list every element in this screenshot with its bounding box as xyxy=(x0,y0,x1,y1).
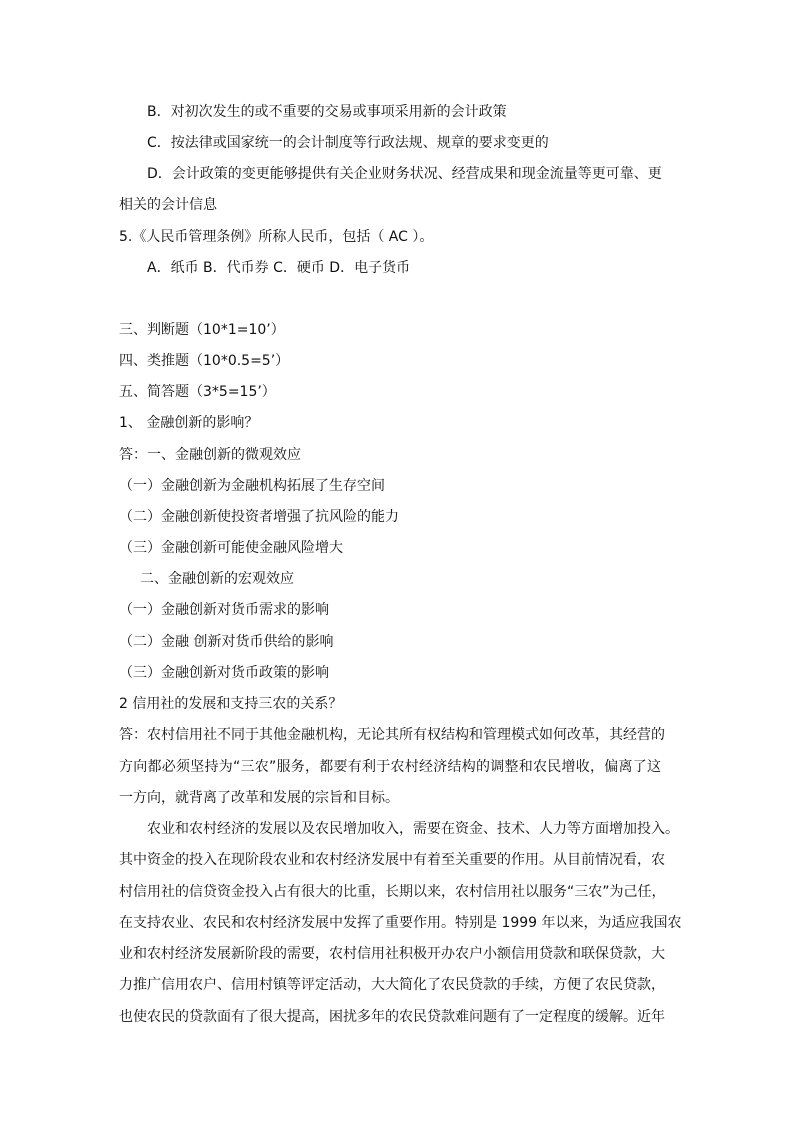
answer-2-paragraph-line: 业和农村经济发展新阶段的需要，农村信用社积极开办农户小额信用贷款和联保贷款，大 xyxy=(119,946,665,962)
answer-1-item: （三）金融创新对货币政策的影响 xyxy=(119,665,329,681)
answer-1-item: （三）金融创新可能使金融风险增大 xyxy=(119,540,343,556)
answer-2-paragraph-line: 其中资金的投入在现阶段农业和农村经济发展中有着至关重要的作用。从目前情况看，农 xyxy=(119,852,665,868)
answer-2-paragraph-line: 答：农村信用社不同于其他金融机构，无论其所有权结构和管理模式如何改革，其经营的 xyxy=(119,727,665,743)
question-5: 5.《人民币管理条例》所称人民币，包括（ AC ）。 xyxy=(119,229,434,245)
answer-2-paragraph-line: 一方向，就背离了改革和发展的宗旨和目标。 xyxy=(119,790,399,806)
answer-1-item: （二）金融创新使投资者增强了抗风险的能力 xyxy=(119,509,399,525)
answer-2-paragraph-line: 也使农民的贷款面有了很大提高，困扰多年的农民贷款难问题有了一定程度的缓解。近年 xyxy=(119,1009,665,1025)
section-judgment-heading: 三、判断题（10*1=10’） xyxy=(119,322,285,338)
option-b-line: B．对初次发生的或不重要的交易或事项采用新的会计政策 xyxy=(147,104,507,120)
short-question-1: 1、 金融创新的影响？ xyxy=(119,415,259,431)
section-analogy-heading: 四、类推题（10*0.5=5’） xyxy=(119,353,290,369)
answer-2-paragraph-line: 力推广信用农户、信用村镇等评定活动，大大简化了农民贷款的手续，方便了农民贷款， xyxy=(119,977,665,993)
answer-1-item: （一）金融创新对货币需求的影响 xyxy=(119,602,329,618)
answer-1-heading: 答：一、金融创新的微观效应 xyxy=(119,447,301,463)
answer-1-item: （一）金融创新为金融机构拓展了生存空间 xyxy=(119,478,385,494)
answer-2-paragraph-line: 方向都必须坚持为“三农”服务，都要有利于农村经济结构的调整和农民增收，偏离了这 xyxy=(119,759,661,775)
answer-2-paragraph-line: 在支持农业、农民和农村经济发展中发挥了重要作用。特别是 1999 年以来，为适应我国农 xyxy=(119,915,682,931)
short-question-2: 2 信用社的发展和支持三农的关系？ xyxy=(119,696,343,712)
answer-1-subheading: 二、金融创新的宏观效应 xyxy=(140,571,294,587)
answer-2-paragraph-line: 村信用社的信贷资金投入占有很大的比重，长期以来，农村信用社以服务“三农”为己任， xyxy=(119,884,666,900)
section-short-answer-heading: 五、简答题（3*5=15’） xyxy=(119,384,276,400)
answer-1-item: （二）金融 创新对货币供给的影响 xyxy=(119,634,334,650)
question-5-options: A．纸币 B．代币券 C．硬币 D．电子货币 xyxy=(147,260,411,276)
answer-2-paragraph-line: 农业和农村经济的发展以及农民增加收入，需要在资金、技术、人力等方面增加投入。 xyxy=(147,821,679,837)
option-d-line: D．会计政策的变更能够提供有关企业财务状况、经营成果和现金流量等更可靠、更 xyxy=(147,166,662,182)
option-d-continuation: 相关的会计信息 xyxy=(119,197,217,213)
option-c-line: C．按法律或国家统一的会计制度等行政法规、规章的要求变更的 xyxy=(147,135,549,151)
